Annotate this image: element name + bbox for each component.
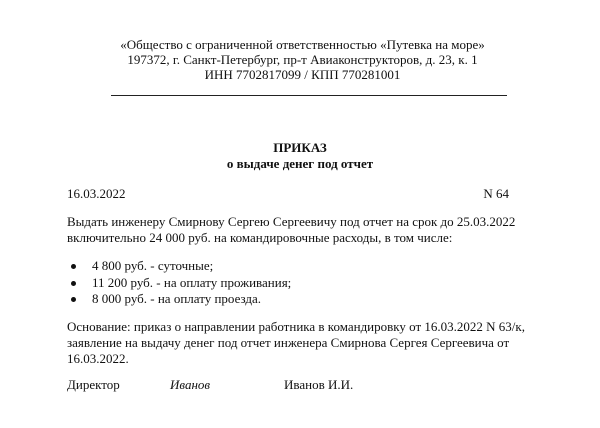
order-paragraph: Выдать инженеру Смирнову Сергею Сергеевичу под отчет на срок до 25.03.2022 включительно 24 000 руб. на командировочные расходы, в том числе: [67,214,516,245]
list-item [68,258,291,275]
bullet-icon [71,281,76,286]
document-title-block [0,140,600,172]
signer-name: Иванов И.И. [284,377,354,392]
list-item-text: 8 000 руб. - на оплату проезда. [92,291,262,306]
document-subtitle: о выдаче денег под отчет [226,156,374,171]
basis-paragraph: Основание: приказ о направлении работника в командировку от 16.03.2022 N 63/к, заявление на выдачу денег под отчет инженера Смирнова Сергея Сергеевича от 16.03.2022. [67,319,525,366]
signature-block [0,377,600,393]
expense-list [68,258,291,308]
document-title: ПРИКАЗ [273,140,327,155]
bullet-icon [71,297,76,302]
document-meta [67,186,509,202]
list-item-text: 11 200 руб. - на оплату проживания; [92,274,292,290]
header-divider [111,95,507,96]
document-number: N 64 [483,186,509,201]
signature: Иванов [170,377,211,392]
bullet-icon [71,264,76,269]
organization-name: «Общество с ограниченной ответственностью «Путевка на море» [120,37,485,52]
signer-position: Директор [67,377,120,392]
organization-tax-ids: ИНН 7702817099 / КПП 770281001 [204,67,401,82]
list-item [68,275,291,292]
document-date: 16.03.2022 [67,186,126,201]
list-item-text: 4 800 руб. - суточные; [92,258,214,273]
organization-address: 197372, г. Санкт-Петербург, пр-т Авиаконструкторов, д. 23, к. 1 [127,52,478,67]
organization-header [95,37,510,82]
list-item [68,291,291,308]
